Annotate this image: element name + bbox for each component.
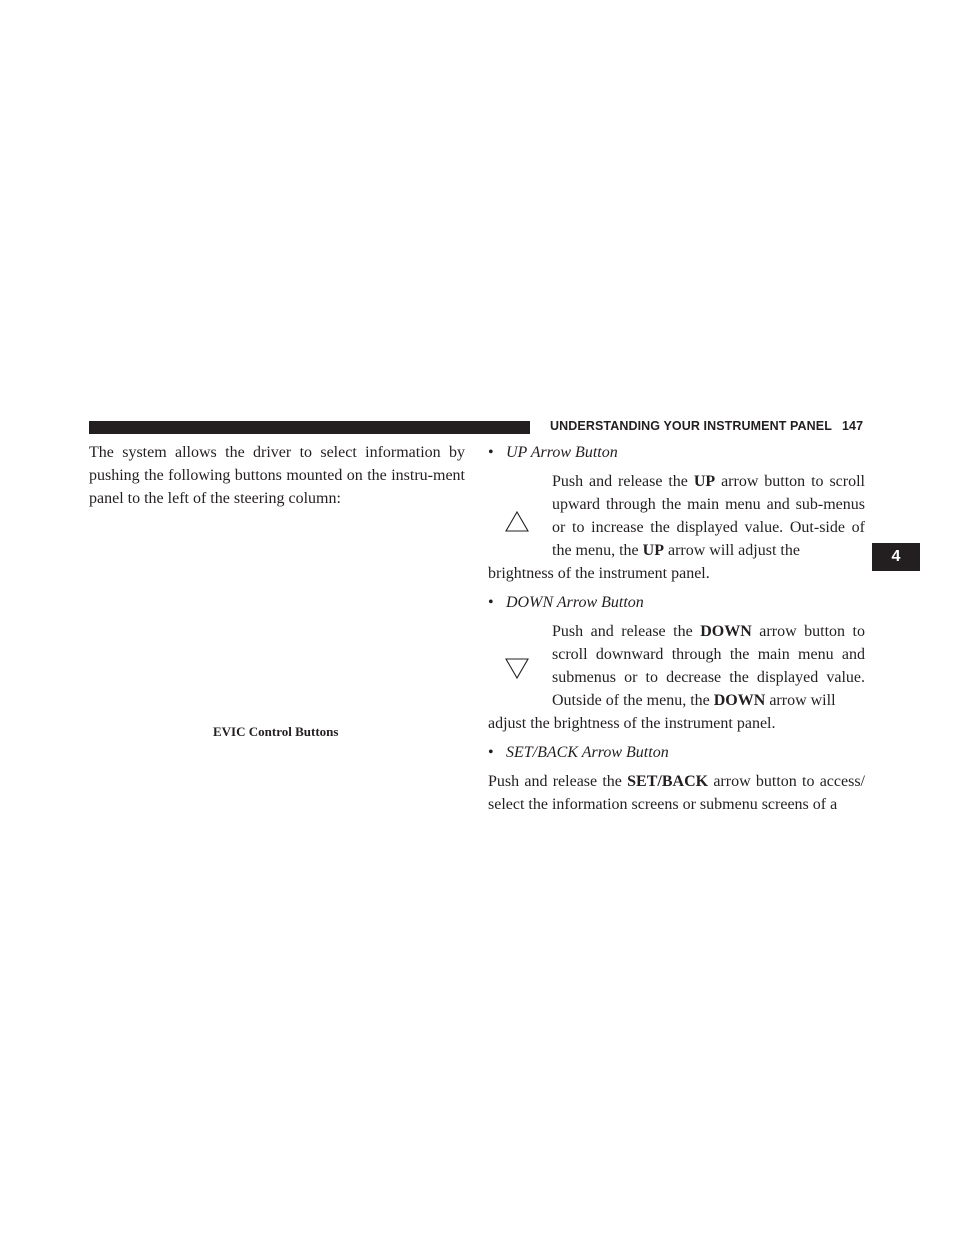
section-title: UNDERSTANDING YOUR INSTRUMENT PANEL bbox=[550, 419, 832, 433]
up-heading bbox=[488, 441, 865, 464]
chapter-number: 4 bbox=[891, 548, 901, 565]
bullet: • bbox=[488, 594, 494, 611]
up-section bbox=[488, 441, 865, 585]
setback-section bbox=[488, 741, 865, 816]
down-text-3: arrow will bbox=[765, 692, 836, 709]
down-description bbox=[488, 620, 865, 712]
setback-body bbox=[488, 770, 865, 816]
setback-bold-1: SET/BACK bbox=[627, 773, 709, 790]
up-body bbox=[488, 470, 865, 562]
setback-heading bbox=[488, 741, 865, 764]
running-header bbox=[550, 419, 866, 433]
bullet: • bbox=[488, 444, 494, 461]
down-text-1: Push and release the bbox=[552, 623, 701, 640]
up-tail: brightness of the instrument panel. bbox=[488, 565, 710, 582]
header-rule bbox=[89, 421, 530, 434]
down-text-2: arrow button to scroll downward through the main menu and submenus or to decrease the displayed value. Outside of the menu, the bbox=[552, 623, 865, 709]
right-column bbox=[488, 441, 865, 816]
up-heading-text: UP Arrow Button bbox=[506, 444, 618, 461]
bullet: • bbox=[488, 744, 494, 761]
up-description bbox=[488, 470, 865, 562]
down-bold-2: DOWN bbox=[713, 692, 766, 709]
down-body bbox=[488, 620, 865, 712]
up-text-1: Push and release the bbox=[552, 473, 694, 490]
down-bold-1: DOWN bbox=[700, 623, 752, 640]
up-text-3: arrow will adjust the bbox=[663, 542, 800, 559]
up-bold-2: UP bbox=[642, 542, 664, 559]
setback-text-2: arrow button to access/ select the information screens or submenu screens of a bbox=[488, 773, 865, 813]
down-heading bbox=[488, 591, 865, 614]
down-section bbox=[488, 591, 865, 735]
up-text-2: arrow button to scroll upward through the main menu and sub-menus or to increase the displayed value. Out-side of the menu, the bbox=[552, 473, 865, 559]
up-bold-1: UP bbox=[693, 473, 716, 490]
chapter-tab bbox=[872, 543, 920, 571]
figure-caption: EVIC Control Buttons bbox=[213, 724, 339, 739]
setback-heading-text: SET/BACK Arrow Button bbox=[506, 744, 669, 761]
intro-paragraph: The system allows the driver to select information by pushing the following buttons mounted on the instru-ment panel to the left of the steering column: bbox=[89, 444, 465, 507]
down-tail: adjust the brightness of the instrument panel. bbox=[488, 715, 776, 732]
setback-text-1: Push and release the bbox=[488, 773, 628, 790]
page-number: 147 bbox=[841, 419, 864, 433]
left-column bbox=[89, 441, 465, 510]
down-arrow-outline-icon bbox=[504, 656, 530, 680]
down-heading-text: DOWN Arrow Button bbox=[506, 594, 644, 611]
up-arrow-outline-icon bbox=[504, 510, 530, 534]
